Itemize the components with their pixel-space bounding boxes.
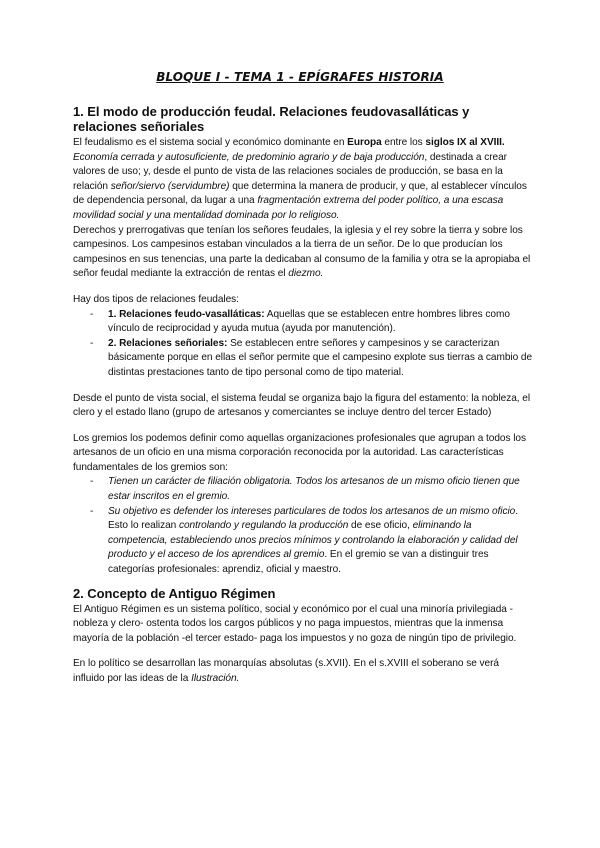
italic-run: Tienen un carácter de filiación obligatoria. Todos los artesanos de un mismo oficio tienen que estar inscritos en el gremio. (108, 476, 520, 503)
bold-run: 2. Relaciones señoriales: (108, 337, 228, 349)
section-1-heading: 1. El modo de producción feudal. Relaciones feudovasalláticas y relaciones señoriales (73, 104, 470, 134)
section-2-heading: 2. Concepto de Antiguo Régimen (73, 585, 276, 601)
text-run: . Esto lo realizan (108, 505, 518, 532)
text-run: En lo político se desarrollan las monarquías absolutas (s.XVII). En el s.XVIII el soberano se verá influido por las ideas de la (73, 658, 499, 684)
text-run: El feudalismo es el sistema social y económico dominante en (73, 137, 348, 148)
italic-run: Economía cerrada y autosuficiente, de predominio agrario y de baja producción (73, 151, 425, 163)
section-1-paragraph-2 (73, 224, 533, 282)
section-1-paragraph-3: Desde el punto de vista social, el sistema feudal se organiza bajo la figura del estamento: la nobleza, el clero y el estado llano (grupo de artesanos y comerciantes se incluye dentro del tercer Estado) (73, 392, 531, 419)
italic-run: fragmentación extrema del poder político, a una escasa movilidad social y una mentalidad dominada por lo religioso. (73, 195, 504, 221)
bold-run: siglos IX al XVIII. (425, 137, 505, 148)
section-1-paragraph-4: Los gremios los podemos definir como aquellas organizaciones profesionales que agrupan a todos los artesanos de un oficio en una misma corporación reconocida por la autoridad. Las características fundamentales de los gremios son: (73, 432, 526, 473)
dash-bullet: - (90, 476, 94, 488)
text-run: Aquellas que se establecen entre hombres libres como vínculo de reciprocidad y ayuda mutua (ayuda por manutención). (108, 308, 510, 335)
document-title: BLOQUE I - TEMA 1 - EPÍGRAFES HISTORIA (156, 70, 444, 84)
italic-run: Su objetivo es defender los intereses particulares de todos los artesanos de un mismo oficio (108, 505, 516, 517)
italic-run: Ilustración. (191, 673, 240, 684)
dash-bullet: - (90, 337, 94, 349)
section-1-paragraph-1 (73, 136, 533, 224)
italic-run: diezmo. (288, 268, 324, 280)
section-2-paragraph-2 (73, 657, 533, 686)
text-run: . En el gremio se van a distinguir tres categorías profesionales: aprendiz, oficial y maestro. (108, 549, 489, 576)
list-item (73, 337, 533, 381)
dash-bullet: - (90, 505, 94, 517)
text-run: Se establecen entre señores y campesinos y se caracterizan básicamente porque en ellas el señor permite que el campesino explote sus tierras a cambio de distintas prestaciones tanto de tipo personal como de tipo material. (108, 337, 533, 378)
italic-run: señor/siervo (servidumbre) (110, 180, 230, 192)
dash-bullet: - (90, 308, 94, 320)
section-2-paragraph-1: El Antiguo Régimen es un sistema político, social y económico por el cual una minoría privilegiada -nobleza y clero- ostenta todos los cargos públicos y no paga impuestos, mientras que la inmensa mayoría de la población -el tercer estado- paga los impuestos y no goza de ningún tipo de privilegio. (73, 603, 517, 644)
italic-run: controlando y regulando la producción (178, 520, 349, 532)
relations-list (73, 308, 533, 381)
bold-run: Europa (347, 137, 382, 148)
relations-intro: Hay dos tipos de relaciones feudales: (73, 293, 239, 305)
bold-run: 1. Relaciones feudo-vasalláticas: (108, 308, 265, 320)
list-item (73, 475, 533, 504)
document-body (73, 104, 533, 687)
text-run: que determina la manera de producir, y que, al establecer vínculos de dependencia personal, da lugar a una (73, 180, 527, 207)
gremios-list (73, 475, 533, 577)
list-item (73, 308, 533, 337)
text-run: de ese oficio, (348, 520, 413, 532)
italic-run: eliminando la competencia, estableciendo unos precios mínimos y controlando la elaboración y calidad del producto y el acceso de los aprendices al gremio (108, 520, 518, 561)
text-run: , destinada a crear valores de uso; y, desde el punto de vista de las relaciones sociales de producción, se basa en la relación (73, 151, 507, 192)
list-item (73, 505, 533, 578)
text-run: Derechos y prerrogativas que tenían los señores feudales, la iglesia y el rey sobre la tierra y sobre los campesinos. Los campesinos estaban vinculados a la tierra de un señor. De lo que producían los campesinos en sus tenencias, una parte la dedicaban al consumo de la familia y otra se la apropiaba el señor feudal mediante la extracción de rentas el (73, 224, 531, 280)
text-run: entre los (381, 137, 426, 148)
